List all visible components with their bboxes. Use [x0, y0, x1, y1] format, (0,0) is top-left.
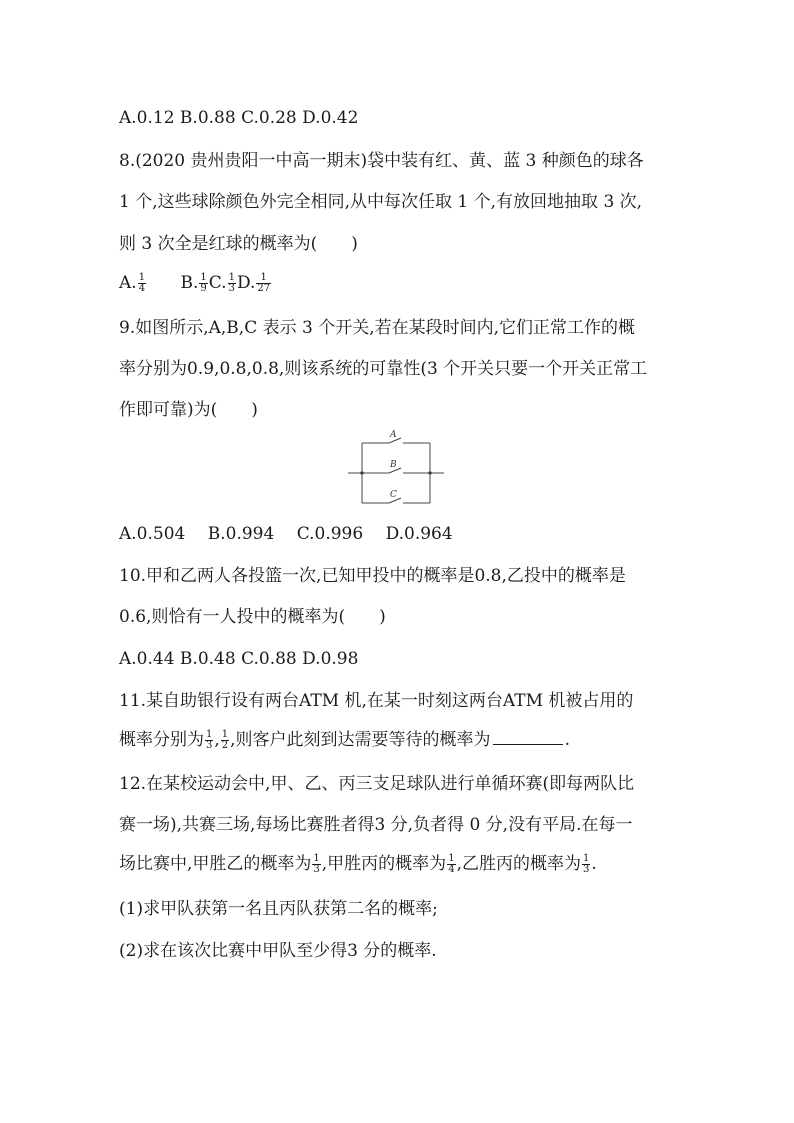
q9-line3: 作即可靠)为( ): [119, 400, 258, 420]
q10-line2: 0.6,则恰有一人投中的概率为( ): [119, 607, 386, 627]
answer-blank[interactable]: [493, 728, 563, 745]
q12-line3: [119, 853, 597, 875]
q8-opt-d-label: D.: [236, 273, 256, 293]
q12-fraction-1: $\frac{1}{3}$: [313, 853, 320, 875]
q11-line1: 11.某自助银行设有两台ATM 机,在某一时刻这两台ATM 机被占用的: [119, 691, 634, 711]
q12-subquestion-1: (1)求甲队获第一名且丙队获第二名的概率;: [119, 899, 438, 919]
q12-subquestion-2: (2)求在该次比赛中甲队至少得3 分的概率.: [119, 941, 437, 961]
parallel-switch-circuit-diagram: [344, 425, 448, 505]
q8-opt-a-label: A.: [119, 273, 137, 293]
switch-b-branch: [362, 460, 430, 473]
q11-fraction-1: $\frac{1}{3}$: [206, 729, 213, 751]
q8-line3: 则 3 次全是红球的概率为( ): [119, 234, 358, 254]
switch-a-label: A: [390, 430, 397, 440]
q12-line1: 12.在某校运动会中,甲、乙、丙三支足球队进行单循环赛(即每两队比: [119, 774, 635, 794]
q12-line3-text-2: ,甲胜丙的概率为: [321, 854, 447, 874]
q8-options: [119, 272, 272, 294]
q8-opt-c-label: C.: [208, 273, 227, 293]
q10-options: A.0.44 B.0.48 C.0.88 D.0.98: [119, 649, 359, 669]
q8-line1: 8.(2020 贵州贵阳一中高一期末)袋中装有红、黄、蓝 3 种颜色的球各: [119, 151, 644, 171]
switch-c-label: C: [390, 490, 397, 500]
switch-b-label: B: [390, 460, 397, 470]
q12-line3-text: 场比赛中,甲胜乙的概率为: [119, 854, 312, 874]
q8-opt-d-fraction: $\frac{1}{27}$: [257, 272, 271, 294]
switch-c-branch: [362, 490, 430, 503]
q11-line2-text-2: ,则客户此刻到达需要等待的概率为: [230, 730, 491, 750]
q11-line2-text: 概率分别为: [119, 730, 204, 750]
q8-line2: 1 个,这些球除颜色外完全相同,从中每次任取 1 个,有放回地抽取 3 次,: [119, 192, 643, 212]
q8-opt-b-label: B.: [180, 273, 199, 293]
q11-line2: [119, 728, 570, 751]
q12-line2: 赛一场),共赛三场,每场比赛胜者得3 分,负者得 0 分,没有平局.在每一: [119, 815, 633, 835]
q12-period: .: [591, 854, 597, 874]
q7-options: A.0.12 B.0.88 C.0.28 D.0.42: [119, 108, 359, 128]
q12-line3-text-3: ,乙胜丙的概率为: [456, 854, 581, 874]
q10-line1: 10.甲和乙两人各投篮一次,已知甲投中的概率是0.8,乙投中的概率是: [119, 566, 626, 586]
q9-line2: 率分别为0.9,0.8,0.8,则该系统的可靠性(3 个开关只要一个开关正常工: [119, 359, 648, 379]
q8-opt-b-fraction: $\frac{1}{9}$: [200, 272, 207, 294]
q11-period: .: [564, 730, 570, 750]
q8-opt-a-fraction: $\frac{1}{4}$: [138, 272, 146, 294]
q8-opt-c-fraction: $\frac{1}{3}$: [228, 272, 235, 294]
q11-fraction-2: $\frac{1}{2}$: [221, 729, 229, 751]
q12-fraction-3: $\frac{1}{3}$: [582, 853, 590, 875]
q9-options: A.0.504 B.0.994 C.0.996 D.0.964: [119, 524, 453, 544]
q9-line1: 9.如图所示,A,B,C 表示 3 个开关,若在某段时间内,它们正常工作的概: [119, 318, 636, 338]
switch-a-branch: [362, 430, 430, 443]
q11-separator: ,: [214, 730, 220, 750]
q12-fraction-2: $\frac{1}{4}$: [448, 853, 455, 875]
